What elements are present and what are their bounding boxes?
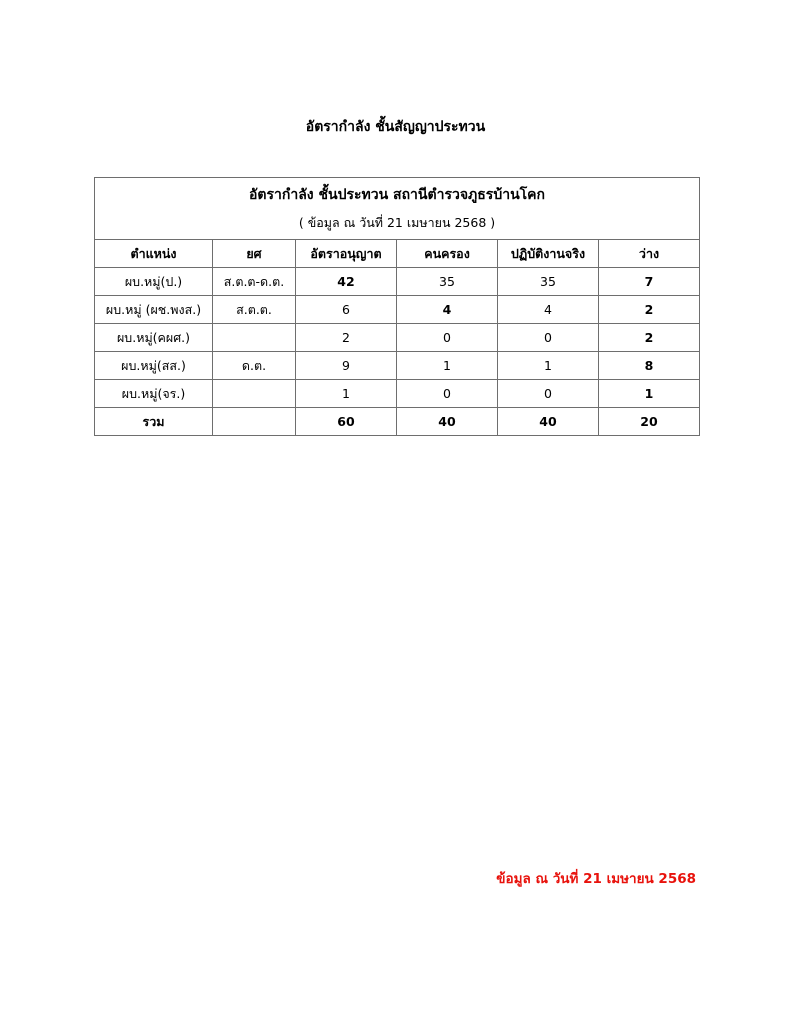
cell-vacant: 1 <box>599 380 700 408</box>
table-caption <box>95 178 700 240</box>
cell-authorized: 1 <box>296 380 397 408</box>
cell-position: ผบ.หมู่(จร.) <box>95 380 213 408</box>
header-authorized: อัตราอนุญาต <box>296 240 397 268</box>
header-occupied: คนครอง <box>397 240 498 268</box>
cell-position: ผบ.หมู่(สส.) <box>95 352 213 380</box>
table-row <box>95 324 700 352</box>
cell-active: 1 <box>498 352 599 380</box>
cell-occupied: 0 <box>397 380 498 408</box>
cell-position: ผบ.หมู่(ป.) <box>95 268 213 296</box>
table-row <box>95 380 700 408</box>
total-active: 40 <box>498 408 599 436</box>
cell-position: ผบ.หมู่(คผศ.) <box>95 324 213 352</box>
table-row <box>95 296 700 324</box>
header-rank: ยศ <box>213 240 296 268</box>
total-vacant: 20 <box>599 408 700 436</box>
cell-vacant: 7 <box>599 268 700 296</box>
cell-occupied: 35 <box>397 268 498 296</box>
cell-occupied: 0 <box>397 324 498 352</box>
cell-rank: ส.ต.ต-ด.ต. <box>213 268 296 296</box>
cell-active: 0 <box>498 324 599 352</box>
cell-rank: ส.ต.ต. <box>213 296 296 324</box>
cell-active: 35 <box>498 268 599 296</box>
table-caption-row <box>95 178 700 240</box>
cell-rank <box>213 324 296 352</box>
staffing-table <box>94 177 700 436</box>
cell-rank: ด.ต. <box>213 352 296 380</box>
cell-occupied: 1 <box>397 352 498 380</box>
cell-vacant: 2 <box>599 324 700 352</box>
cell-position: ผบ.หมู่ (ผช.พงส.) <box>95 296 213 324</box>
cell-authorized: 6 <box>296 296 397 324</box>
cell-authorized: 2 <box>296 324 397 352</box>
cell-vacant: 2 <box>599 296 700 324</box>
total-rank <box>213 408 296 436</box>
cell-active: 0 <box>498 380 599 408</box>
header-vacant: ว่าง <box>599 240 700 268</box>
total-label: รวม <box>95 408 213 436</box>
data-date-note: ข้อมูล ณ วันที่ 21 เมษายน 2568 <box>496 871 696 887</box>
cell-occupied: 4 <box>397 296 498 324</box>
table-row <box>95 352 700 380</box>
header-active: ปฏิบัติงานจริง <box>498 240 599 268</box>
total-occupied: 40 <box>397 408 498 436</box>
table-row <box>95 268 700 296</box>
cell-active: 4 <box>498 296 599 324</box>
table-subtitle: ( ข้อมูล ณ วันที่ 21 เมษายน 2568 ) <box>298 215 496 230</box>
cell-rank <box>213 380 296 408</box>
header-position: ตำแหน่ง <box>95 240 213 268</box>
page-title: อัตรากำลัง ชั้นสัญญาประทวน <box>305 119 486 135</box>
table-total-row <box>95 408 700 436</box>
table-title: อัตรากำลัง ชั้นประทวน สถานีตำรวจภูธรบ้านโคก <box>249 187 546 203</box>
cell-authorized: 9 <box>296 352 397 380</box>
table-header-row <box>95 240 700 268</box>
total-authorized: 60 <box>296 408 397 436</box>
cell-vacant: 8 <box>599 352 700 380</box>
cell-authorized: 42 <box>296 268 397 296</box>
